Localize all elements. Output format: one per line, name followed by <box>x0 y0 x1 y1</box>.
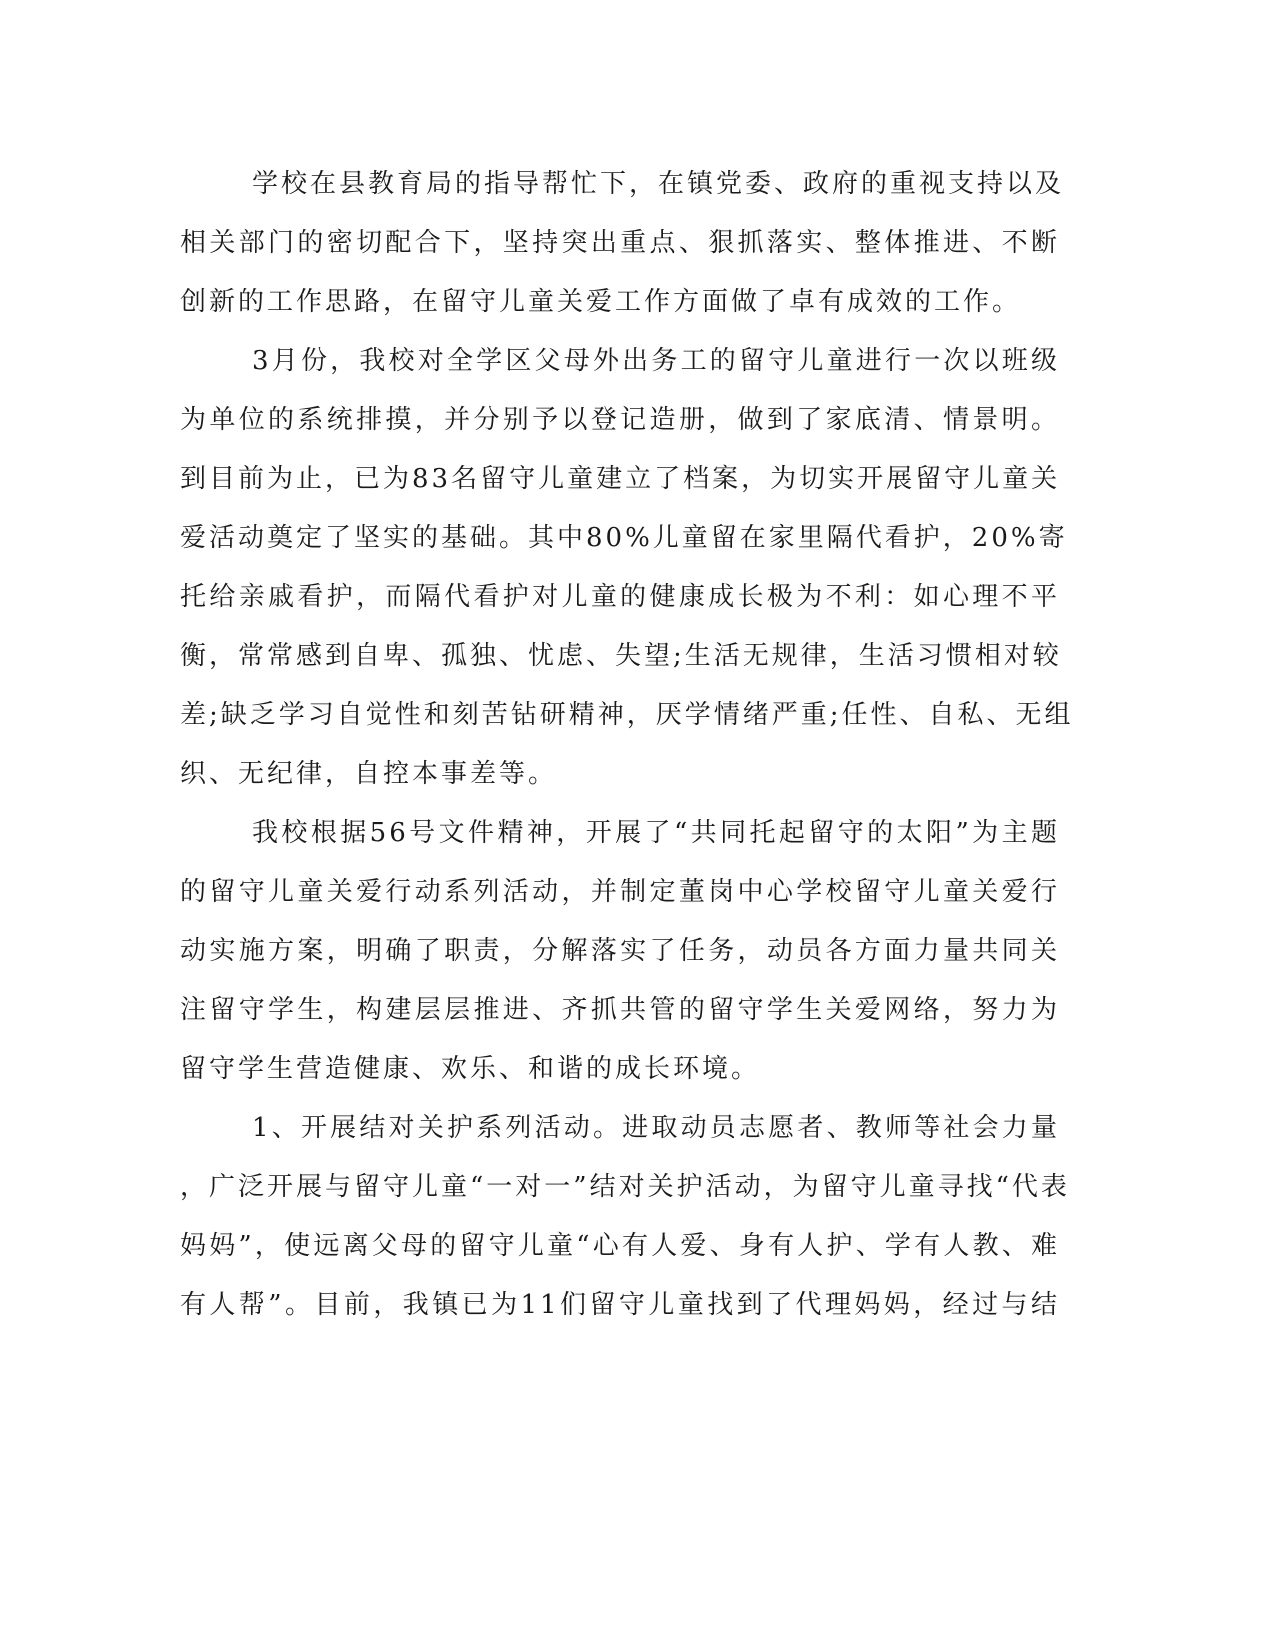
document-body <box>180 155 1074 1335</box>
text-line: 的留守儿童关爱行动系列活动，并制定董岗中心学校留守儿童关爱行 <box>180 877 1060 907</box>
text-line: 差;缺乏学习自觉性和刻苦钻研精神，厌学情绪严重;任性、自私、无组 <box>180 700 1074 730</box>
text-line: 有人帮”。目前，我镇已为11们留守儿童找到了代理妈妈，经过与结 <box>180 1290 1060 1320</box>
text-line: 衡，常常感到自卑、孤独、忧虑、失望;生活无规律，生活习惯相对较 <box>180 641 1062 671</box>
paragraph-survey <box>180 332 1074 804</box>
paragraph-intro <box>180 155 1065 332</box>
text-line: 创新的工作思路，在留守儿童关爱工作方面做了卓有成效的工作。 <box>180 287 1022 317</box>
text-line: 1、开展结对关护系列活动。进取动员志愿者、教师等社会力量 <box>252 1113 1060 1143</box>
text-line: 爱活动奠定了坚实的基础。其中80%儿童留在家里隔代看护，20%寄 <box>180 523 1068 553</box>
text-line: 动实施方案，明确了职责，分解落实了任务，动员各方面力量共同关 <box>180 936 1060 966</box>
text-line: 注留守学生，构建层层推进、齐抓共管的留守学生关爱网络，努力为 <box>180 995 1060 1025</box>
text-line: 到目前为止，已为83名留守儿童建立了档案，为切实开展留守儿童关 <box>180 464 1061 494</box>
text-line: 妈妈”，使远离父母的留守儿童“心有人爱、身有人护、学有人教、难 <box>180 1231 1060 1261</box>
text-line: 托给亲戚看护，而隔代看护对儿童的健康成长极为不利：如心理不平 <box>180 582 1060 612</box>
text-line: 相关部门的密切配合下，坚持突出重点、狠抓落实、整体推进、不断 <box>180 228 1060 258</box>
paragraph-pairing <box>180 1099 1070 1335</box>
text-line: ，广泛开展与留守儿童“一对一”结对关护活动，为留守儿童寻找“代表 <box>180 1172 1070 1202</box>
text-line: 我校根据56号文件精神，开展了“共同托起留守的太阳”为主题 <box>252 818 1060 848</box>
text-line: 为单位的系统排摸，并分别予以登记造册，做到了家底清、情景明。 <box>180 405 1060 435</box>
text-line: 织、无纪律，自控本事差等。 <box>180 759 558 789</box>
paragraph-campaign <box>180 804 1060 1099</box>
text-line: 学校在县教育局的指导帮忙下，在镇党委、政府的重视支持以及 <box>252 169 1065 199</box>
text-line: 3月份，我校对全学区父母外出务工的留守儿童进行一次以班级 <box>252 346 1060 376</box>
text-line: 留守学生营造健康、欢乐、和谐的成长环境。 <box>180 1054 761 1084</box>
